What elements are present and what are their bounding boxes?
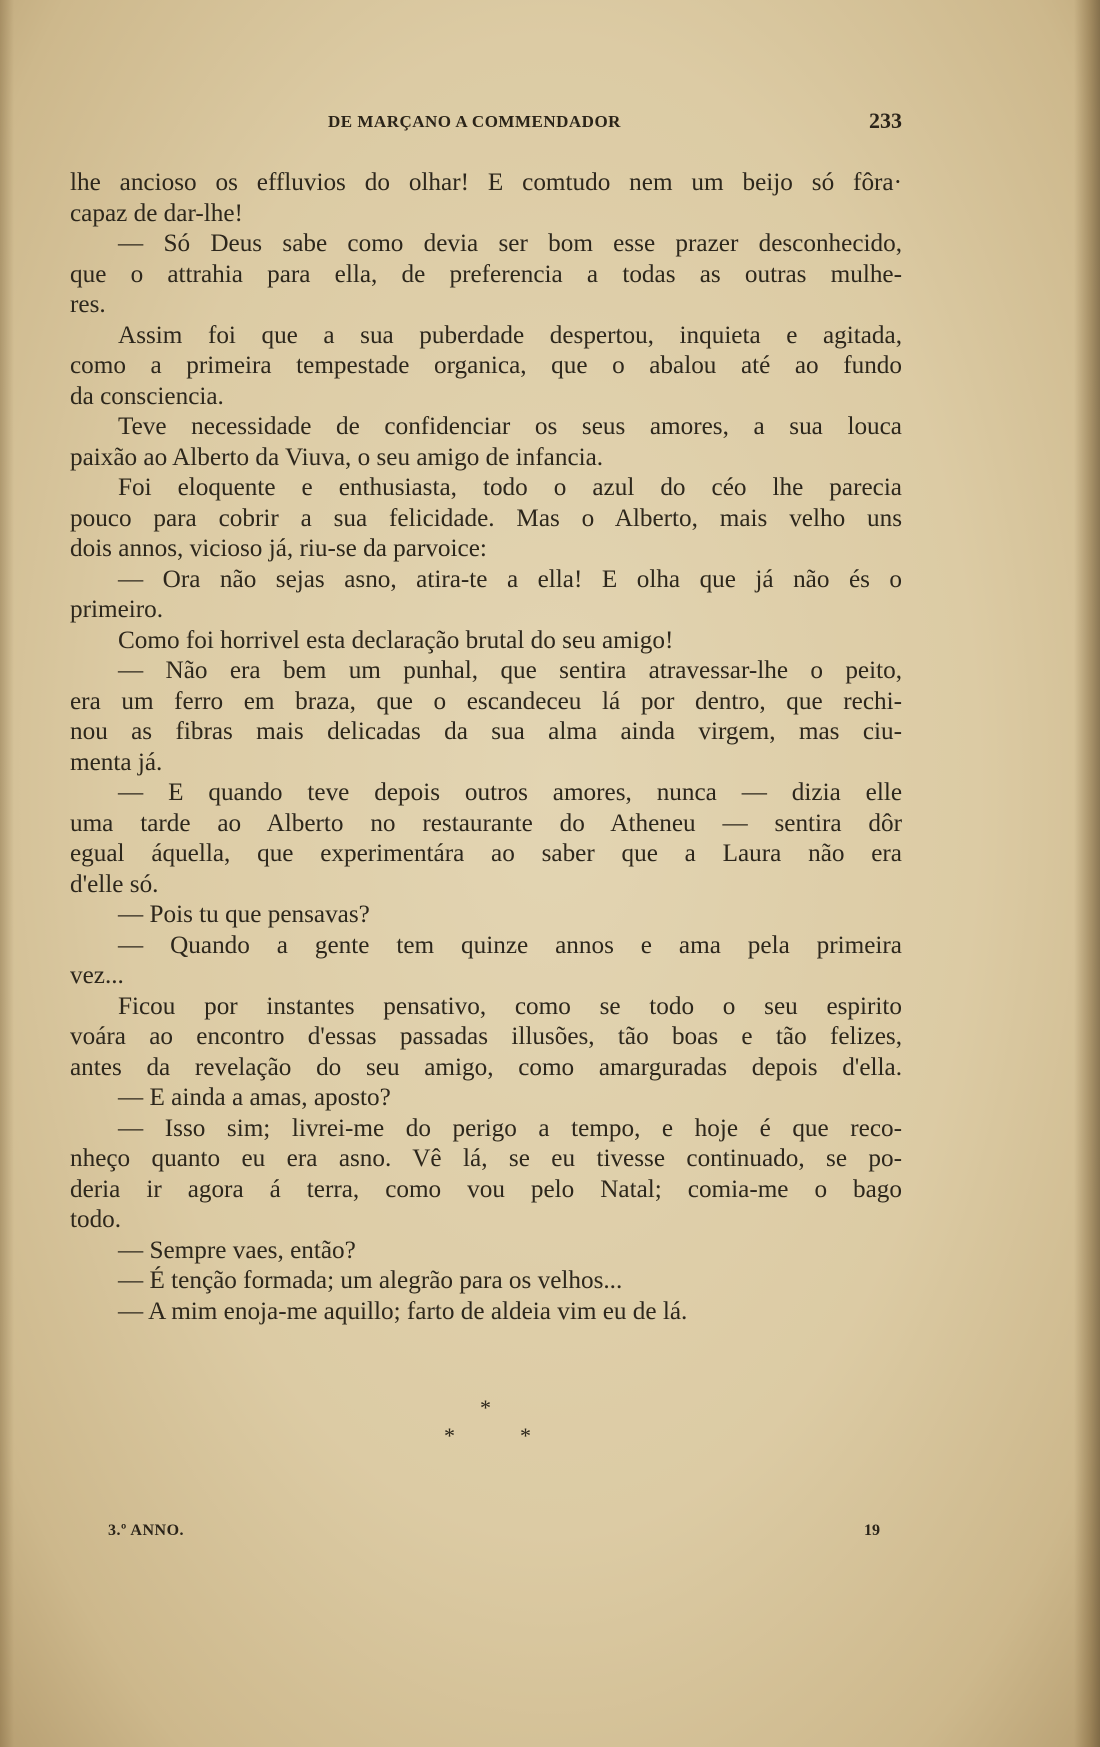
page-footer <box>108 1522 880 1546</box>
text-line: vez... <box>70 962 124 989</box>
signature-number: 19 <box>864 1522 880 1539</box>
text-line: — Pois tu que pensavas? <box>118 901 370 928</box>
text-line: — Não era bem um punhal, que sentira atravessar-lhe o peito, <box>118 657 902 684</box>
section-break <box>0 1395 1100 1455</box>
text-line: nou as fibras mais delicadas da sua alma ainda virgem, mas ciu- <box>70 718 902 745</box>
text-line: que o attrahia para ella, de preferencia a todas as outras mulhe- <box>70 260 902 288</box>
text-line: Ficou por instantes pensativo, como se todo o seu espirito <box>118 992 902 1020</box>
text-line: como a primeira tempestade organica, que o abalou até ao fundo <box>70 352 902 379</box>
text-line: menta já. <box>70 748 163 776</box>
text-line: d'elle só. <box>70 870 159 898</box>
text-line: uma tarde ao Alberto no restaurante do Atheneu — sentira dôr <box>70 809 902 837</box>
text-line: todo. <box>70 1206 122 1233</box>
text-line: Foi eloquente e enthusiasta, todo o azul do céo lhe parecia <box>118 474 902 501</box>
text-line: paixão ao Alberto da Viuva, o seu amigo de infancia. <box>70 443 604 471</box>
text-line: nheço quanto eu era asno. Vê lá, se eu tivesse continuado, se po- <box>70 1145 902 1172</box>
asterisk-left: * <box>444 1423 455 1448</box>
text-line: voára ao encontro d'essas passadas illusões, tão boas e tão felizes, <box>70 1023 902 1050</box>
page-header <box>70 108 902 138</box>
asterisk-right: * <box>520 1423 531 1448</box>
text-line: Assim foi que a sua puberdade despertou, inquieta e agitada, <box>118 321 902 349</box>
text-line: — A mim enoja-me aquillo; farto de aldeia vim eu de lá. <box>118 1297 688 1325</box>
text-line: antes da revelação do seu amigo, como amarguradas depois d'ella. <box>70 1053 902 1081</box>
asterisk-top: * <box>480 1395 491 1420</box>
text-line: Como foi horrivel esta declaração brutal do seu amigo! <box>118 626 674 654</box>
text-line: lhe ancioso os effluvios do olhar! E comtudo nem um beijo só fôra· <box>70 169 902 196</box>
page-right-edge <box>1074 0 1100 1747</box>
text-line: era um ferro em braza, que o escandeceu lá por dentro, que rechi- <box>70 687 902 715</box>
text-line: — Quando a gente tem quinze annos e ama pela primeira <box>118 931 902 959</box>
text-line: — Sempre vaes, então? <box>118 1236 356 1264</box>
page-left-edge <box>0 0 14 1747</box>
text-line: — Isso sim; livrei-me do perigo a tempo, e hoje é que reco- <box>118 1114 902 1142</box>
text-line: — Ora não sejas asno, atira-te a ella! E olha que já não és o <box>118 565 902 593</box>
text-line: capaz de dar-lhe! <box>70 199 243 227</box>
text-line: egual áquella, que experimentára ao saber que a Laura não era <box>70 840 902 867</box>
text-line: Teve necessidade de confidenciar os seus amores, a sua louca <box>118 413 902 440</box>
text-line: da consciencia. <box>70 382 224 410</box>
text-line: primeiro. <box>70 596 164 623</box>
text-line: — E quando teve depois outros amores, nunca — dizia elle <box>118 779 902 806</box>
page-number: 233 <box>869 108 902 133</box>
text-line: deria ir agora á terra, como vou pelo Natal; comia-me o bago <box>70 1175 902 1203</box>
text-line: dois annos, vicioso já, riu-se da parvoice: <box>70 535 487 562</box>
text-line: res. <box>70 291 106 318</box>
text-line: — E ainda a amas, aposto? <box>118 1084 391 1111</box>
body-text <box>70 168 902 1327</box>
signature-volume: 3.º ANNO. <box>108 1522 185 1539</box>
text-line: — Só Deus sabe como devia ser bom esse prazer desconhecido, <box>118 230 902 257</box>
text-line: — É tenção formada; um alegrão para os velhos... <box>118 1267 623 1294</box>
text-line: pouco para cobrir a sua felicidade. Mas o Alberto, mais velho uns <box>70 504 902 532</box>
running-title: DE MARÇANO A COMMENDADOR <box>328 112 621 131</box>
